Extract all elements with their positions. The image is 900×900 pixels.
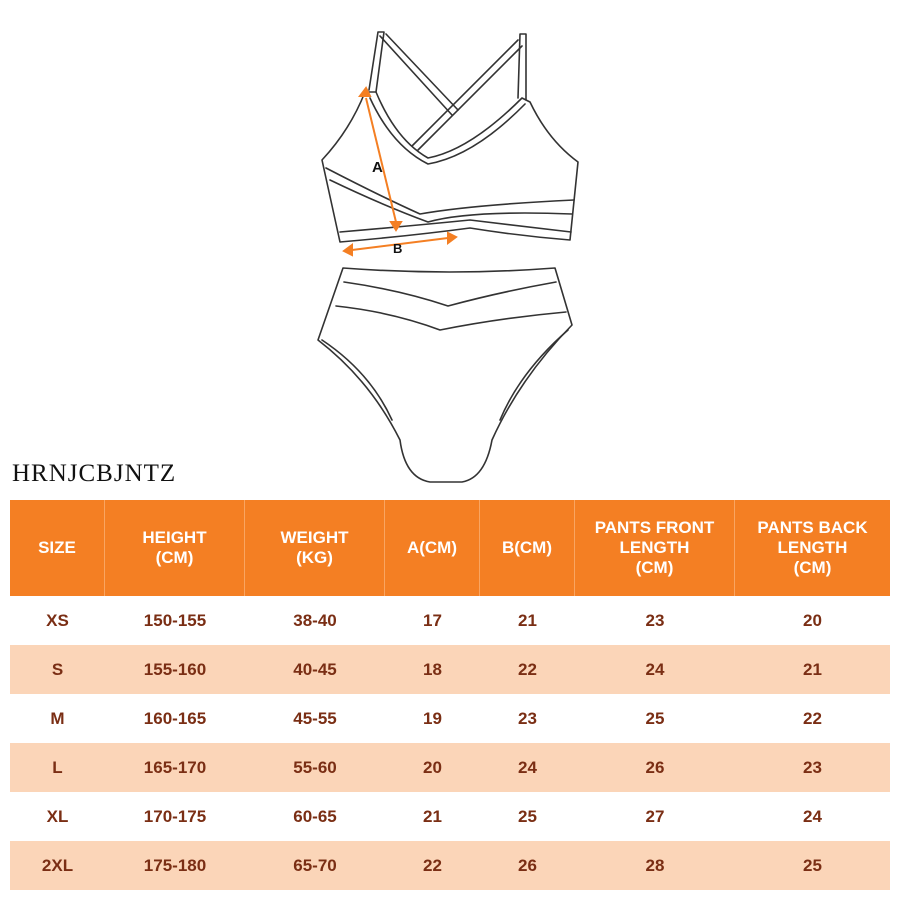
cell-pants-front-length: 26 (575, 743, 735, 792)
header-pants-front-length: PANTS FRONT LENGTH (CM) (575, 500, 735, 596)
measure-a-label: A (372, 159, 383, 176)
brand-name: HRNJCBJNTZ (12, 460, 177, 487)
cell-b: 26 (480, 841, 575, 890)
cell-pants-back-length: 22 (735, 694, 890, 743)
cell-height: 165-170 (105, 743, 245, 792)
cell-a: 17 (385, 596, 480, 645)
header-b: B(CM) (480, 500, 575, 596)
cell-height: 150-155 (105, 596, 245, 645)
top-wrap-seam-2 (330, 180, 572, 222)
cell-pants-front-length: 23 (575, 596, 735, 645)
cell-pants-front-length: 28 (575, 841, 735, 890)
top-cross-strap-2 (386, 34, 458, 110)
top-body-inner (370, 98, 525, 164)
top-wrap-seam (326, 168, 574, 214)
cell-a: 22 (385, 841, 480, 890)
size-chart-table (10, 500, 890, 890)
measure-b-label: B (393, 241, 403, 256)
cell-size: 2XL (10, 841, 105, 890)
cell-height: 170-175 (105, 792, 245, 841)
cell-pants-front-length: 27 (575, 792, 735, 841)
bikini-measurement-diagram (300, 20, 600, 490)
cell-pants-back-length: 21 (735, 645, 890, 694)
cell-weight: 55-60 (245, 743, 385, 792)
cell-b: 23 (480, 694, 575, 743)
bottom-waistband (336, 306, 566, 330)
cell-height: 160-165 (105, 694, 245, 743)
cell-height: 155-160 (105, 645, 245, 694)
cell-size: M (10, 694, 105, 743)
measure-a-arrow-bottom (391, 222, 401, 230)
top-cross-strap-3 (412, 40, 518, 146)
cell-weight: 65-70 (245, 841, 385, 890)
header-size: SIZE (10, 500, 105, 596)
header-a: A(CM) (385, 500, 480, 596)
bottom-outline (318, 268, 572, 482)
table-row (10, 743, 890, 792)
measure-b-arrow-left (344, 245, 352, 255)
cell-weight: 60-65 (245, 792, 385, 841)
top-strap-left (369, 32, 384, 92)
cell-weight: 45-55 (245, 694, 385, 743)
cell-pants-front-length: 24 (575, 645, 735, 694)
top-body-outline (322, 92, 578, 242)
cell-height: 175-180 (105, 841, 245, 890)
cell-a: 21 (385, 792, 480, 841)
cell-b: 22 (480, 645, 575, 694)
cell-weight: 40-45 (245, 645, 385, 694)
cell-b: 25 (480, 792, 575, 841)
cell-size: XS (10, 596, 105, 645)
cell-b: 24 (480, 743, 575, 792)
measure-b-arrow-right (448, 233, 456, 243)
cell-b: 21 (480, 596, 575, 645)
table-row (10, 694, 890, 743)
table-row (10, 792, 890, 841)
cell-weight: 38-40 (245, 596, 385, 645)
table-row (10, 645, 890, 694)
cell-size: XL (10, 792, 105, 841)
top-strap-right (518, 34, 526, 100)
cell-pants-back-length: 24 (735, 792, 890, 841)
size-chart-header-row (10, 500, 890, 596)
top-cross-strap-1 (380, 36, 452, 115)
cell-pants-back-length: 25 (735, 841, 890, 890)
header-pants-back-length: PANTS BACK LENGTH (CM) (735, 500, 890, 596)
cell-a: 19 (385, 694, 480, 743)
header-height: HEIGHT (CM) (105, 500, 245, 596)
cell-size: L (10, 743, 105, 792)
header-weight: WEIGHT (KG) (245, 500, 385, 596)
table-row (10, 841, 890, 890)
cell-pants-back-length: 20 (735, 596, 890, 645)
top-cross-strap-4 (418, 46, 522, 150)
cell-size: S (10, 645, 105, 694)
cell-a: 20 (385, 743, 480, 792)
cell-pants-back-length: 23 (735, 743, 890, 792)
cell-pants-front-length: 25 (575, 694, 735, 743)
cell-a: 18 (385, 645, 480, 694)
bottom-leg-right (500, 330, 568, 420)
table-row (10, 596, 890, 645)
bottom-waistband-2 (344, 282, 556, 306)
